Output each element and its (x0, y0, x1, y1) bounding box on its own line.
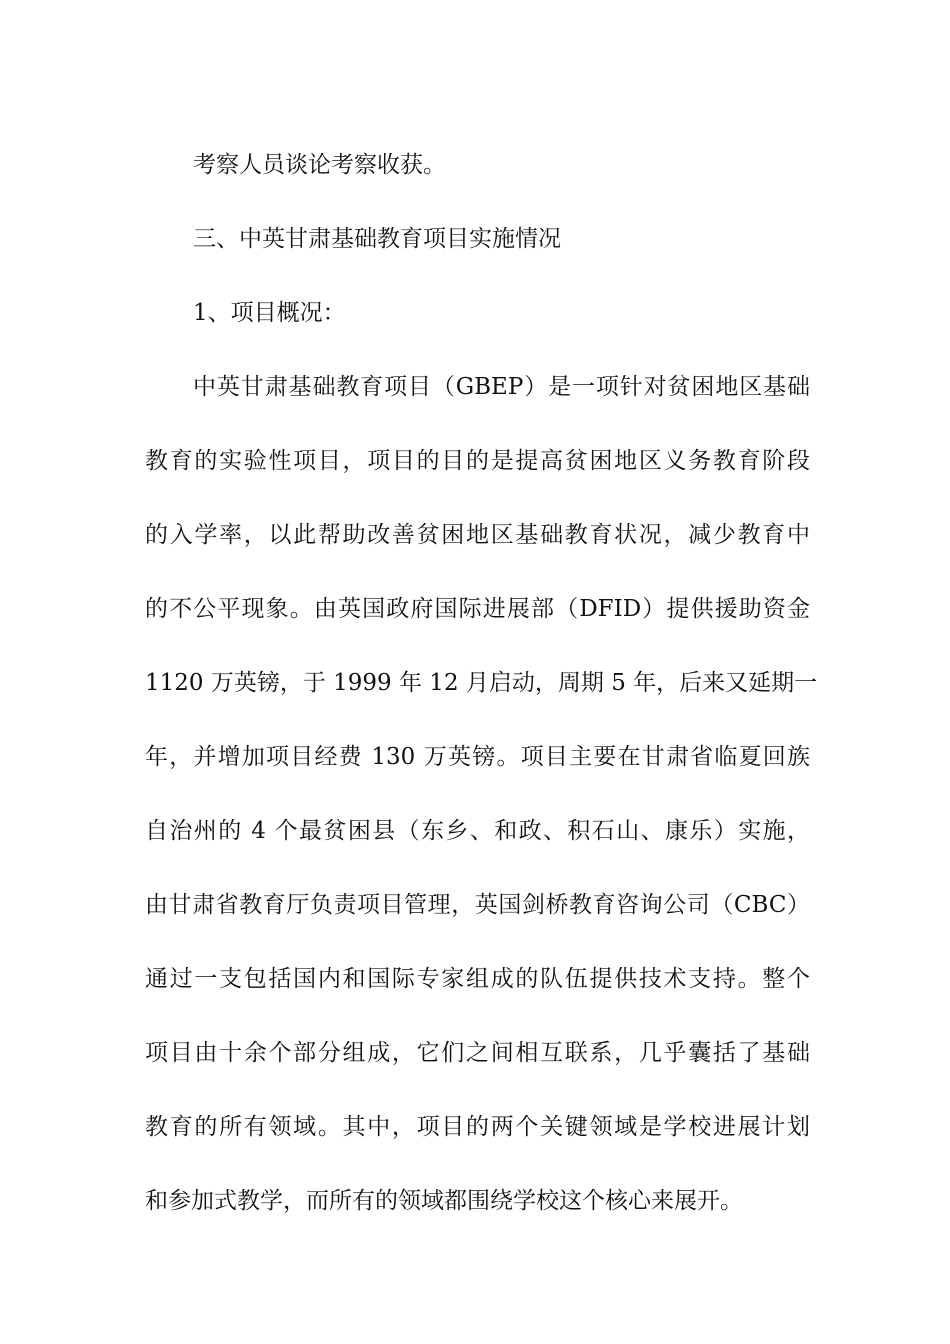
paragraph-line-11: 教育的所有领域。其中，项目的两个关键领域是学校进展计划 (145, 1114, 810, 1140)
paragraph-line-2: 教育的实验性项目，项目的目的是提高贫困地区义务教育阶段 (145, 448, 810, 474)
paragraph-continuation: 考察人员谈论考察收获。 (193, 152, 446, 178)
paragraph-line-9: 通过一支包括国内和国际专家组成的队伍提供技术支持。整个 (145, 966, 810, 992)
section-heading: 三、中英甘肃基础教育项目实施情况 (193, 226, 561, 252)
paragraph-line-10: 项目由十余个部分组成，它们之间相互联系，几乎囊括了基础 (145, 1040, 810, 1066)
paragraph-line-6: 年，并增加项目经费 130 万英镑。项目主要在甘肃省临夏回族 (145, 744, 810, 770)
paragraph-line-3: 的入学率，以此帮助改善贫困地区基础教育状况，减少教育中 (145, 522, 810, 548)
paragraph-line-8: 由甘肃省教育厅负责项目管理，英国剑桥教育咨询公司（CBC） (145, 892, 810, 918)
paragraph-line-7: 自治州的 4 个最贫困县（东乡、和政、积石山、康乐）实施， (145, 818, 810, 844)
document-body (145, 128, 818, 1238)
paragraph-line-4: 的不公平现象。由英国政府国际进展部（DFID）提供援助资金 (145, 596, 810, 622)
paragraph-line-12: 和参加式教学，而所有的领域都围绕学校这个核心来展开。 (145, 1188, 743, 1214)
subsection-heading: 1、项目概况： (193, 300, 346, 326)
paragraph-line-5: 1120 万英镑，于 1999 年 12 月启动，周期 5 年，后来又延期一 (145, 670, 818, 696)
paragraph-line-1: 中英甘肃基础教育项目（GBEP）是一项针对贫困地区基础 (193, 374, 810, 400)
